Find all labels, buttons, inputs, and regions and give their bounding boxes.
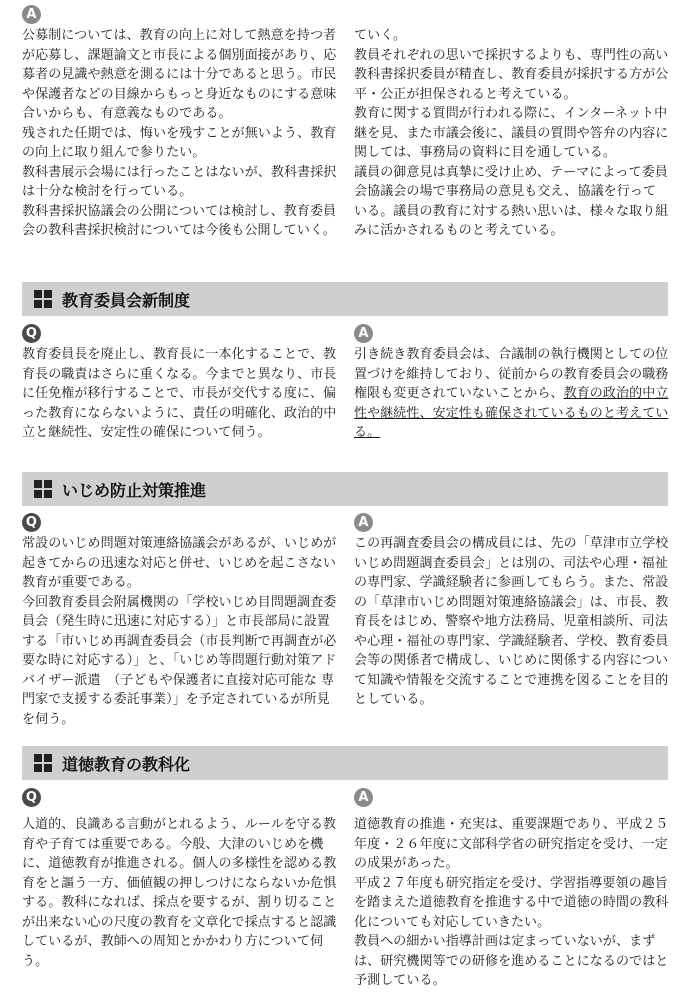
intro-left-paragraph: 残された任期では、悔いを残すことが無いよう、教育の向上に取り組んで参りたい。 — [22, 125, 337, 160]
intro-left-column — [22, 5, 338, 241]
intro-left-paragraph: 教科書展示会場には行ったことはないが、教科書採択は十分な検討を行っている。 — [22, 164, 337, 199]
question-badge-icon: Q — [22, 788, 41, 807]
answer-text: 道徳教育の推進・充実は、重要課題であり、平成２５年度・２６年度に文部科学省の研究指定を受け、一定の成果があった。 — [354, 817, 669, 871]
answer-text: この再調査委員会の構成員には、先の「草津市立学校いじめ問題調査委員会」とは別の、司法や心理・福祉の専門家、学識経験者に参画してもらう。また、常設の「草津市いじめ問題対策連絡協議会」は、市長、教育長をはじめ、警察や地方法務局、児童相談所、司法や心理・福祉の専門家、学識経験者、学校、教育委員会等の関係者で構成し、いじめに関係する内容について知識や情報を交流することで連携を図ることを目的としている。 — [354, 536, 669, 707]
question-badge-icon: Q — [22, 324, 41, 343]
question-badge-icon: Q — [22, 513, 41, 532]
section-grid-icon — [34, 290, 52, 308]
section-title: 道徳教育の教科化 — [62, 754, 191, 774]
section-header-moral-education — [22, 746, 668, 780]
intro-right-column — [354, 26, 669, 241]
section3-question — [22, 788, 338, 971]
section3-answer — [354, 788, 669, 991]
intro-left-paragraph: 教科書採択協議会の公開については検討し、教育委員会の教科書採択検討については今後も公開していく。 — [22, 203, 337, 238]
intro-right-paragraph: 教員それぞれの思いで採択するよりも、専門性の高い教科書採択委員が精査し、教育委員が採択する方が公平・公正が担保されると考えている。 — [354, 47, 669, 102]
section-header-bullying-prevention — [22, 472, 668, 506]
answer-text-plain: 引き続き教育委員会は、合議制の執行機関としての位置づけを維持しており、従前からの教育委員会の職務権限も変更されていないことから、 — [354, 347, 669, 401]
intro-right-paragraph: 議員の御意見は真摯に受け止め、テーマによって委員会協議会の場で事務局の意見も交え、協議を行っている。議員の教育に対する熱い思いは、様々な取り組みに活かされるものと考えている。 — [354, 164, 669, 238]
answer-text — [354, 345, 669, 443]
answer-text-underlined: 教育の政治的中立性や継続性、安定性も確保されているものと考えている。 — [354, 386, 669, 440]
question-text: 今回教育委員会附属機関の「学校いじめ目問題調査委員会（発生時に迅速に対応する）」と市長部局に設置する「市いじめ再調査委員会（市長判断で再調査が必要な時に対応する）」と、「いじめ等問題行動対策アドバイザー派遣 （子どもや保護者に直接対応可能な 専門家で支援する委託事業）」を予定されているが所見を伺う。 — [22, 594, 337, 727]
answer-text: 平成２７年度も研究指定を受け、学習指導要領の趣旨を踏まえた道徳教育を推進する中で道徳の時間の教科化についても対応していきたい。 — [354, 875, 669, 930]
section-title: 教育委員会新制度 — [62, 290, 191, 310]
question-text: 常設のいじめ問題対策連絡協議会があるが、いじめが起きてからの迅速な対応と併せ、いじめを起こさない教育が重要である。 — [22, 536, 337, 590]
section2-question — [22, 513, 338, 729]
answer-text: 教員への細かい指導計画は定まっていないが、まずは、研究機関等での研修を進めることになるのではと予測している。 — [354, 934, 669, 988]
section-grid-icon — [34, 754, 52, 772]
intro-right-paragraph: 教育に関する質問が行われる際に、インターネット中継を見、また市議会後に、議員の質問や答弁の内容に関しては、事務局の資料に目を通している。 — [354, 106, 669, 160]
section1-answer — [354, 324, 669, 443]
answer-badge-icon: A — [354, 788, 373, 807]
question-text: 人道的、良識ある言動がとれるよう、ルールを守る教育や子育ては重要である。今般、大津のいじめを機に、道徳教育が推進される。個人の多様性を認める教育をと謳う一方、価値観の押しつけにならないか危惧する。教科になれば、採点を要するが、割り切ることが出来ない心の尺度の教育を文章化で採点すると認識しているが、教師への周知とかかわり方について伺う。 — [22, 817, 337, 969]
intro-right-paragraph: ていく。 — [354, 28, 407, 43]
section1-question — [22, 324, 338, 443]
section-grid-icon — [34, 480, 52, 498]
intro-left-paragraph: 公募制については、教育の向上に対して熱意を持つ者が応募し、課題論文と市長による個別面接があり、応募者の見識や熱意を測るには十分であると思う。市民や保護者などの目線からもっと身近なものにする意味合いからも、有意義なものである。 — [22, 28, 337, 121]
section2-answer — [354, 513, 669, 710]
question-text: 教育委員長を廃止し、教育長に一本化することで、教育長の職責はさらに重くなる。今までと異なり、市長に任免権が移行することで、市長が交代する度に、偏った教育にならないように、責任の明確化、政治的中立と継続性、安定性の確保について伺う。 — [22, 347, 337, 440]
answer-badge-icon: A — [354, 324, 373, 343]
section-header-board-system — [22, 282, 668, 316]
answer-badge-icon: A — [354, 513, 373, 532]
answer-badge-icon: A — [22, 5, 41, 24]
section-title: いじめ防止対策推進 — [62, 480, 207, 500]
